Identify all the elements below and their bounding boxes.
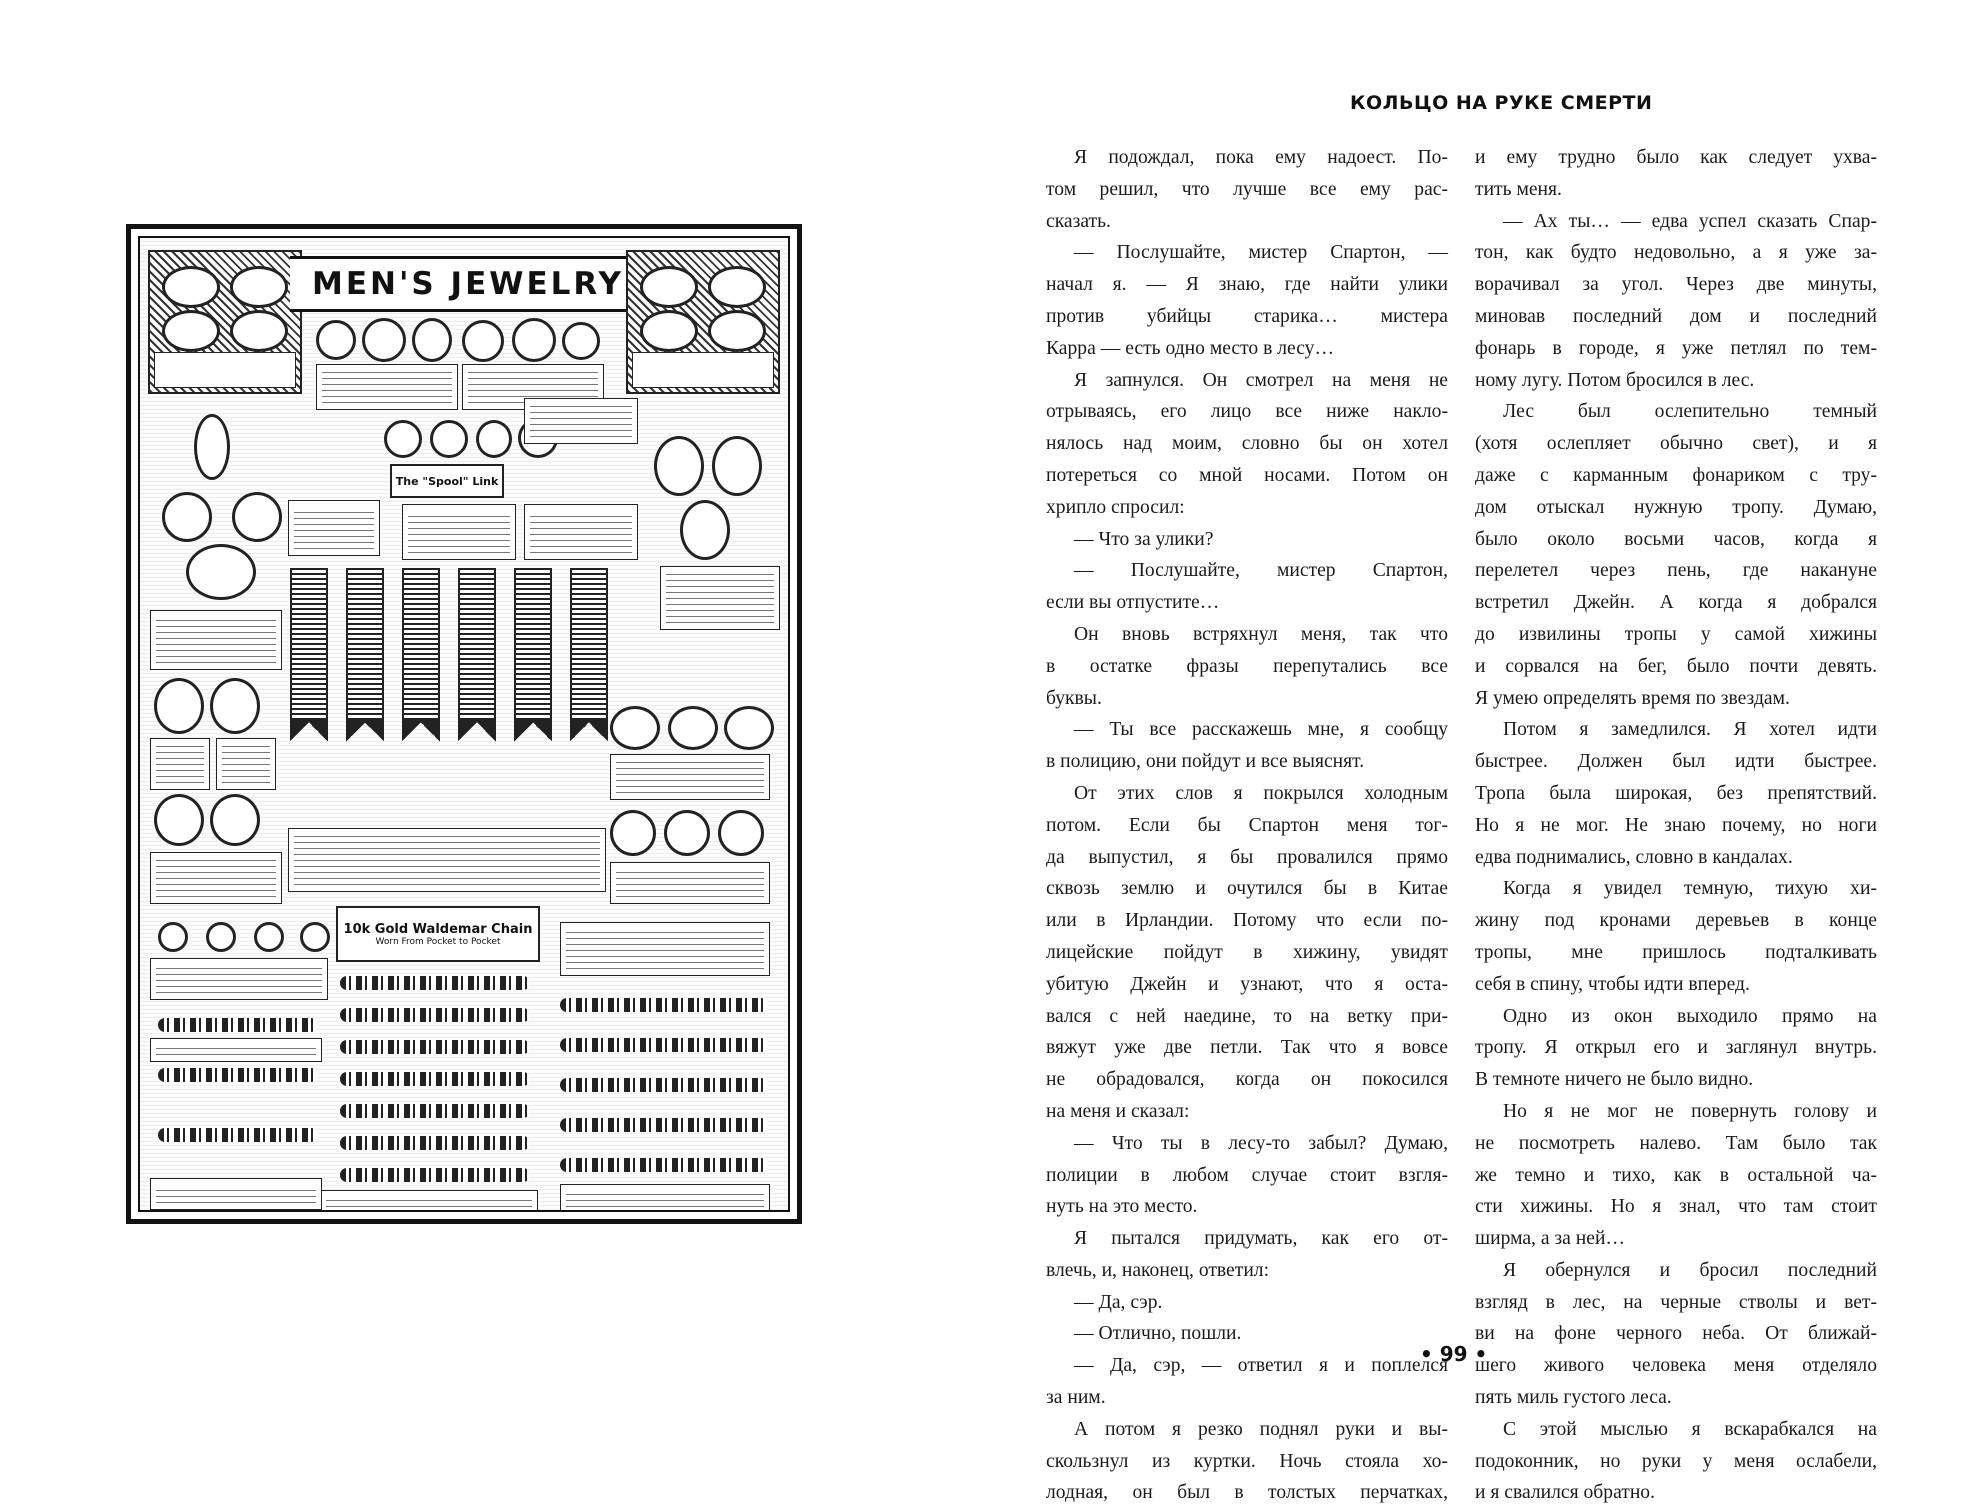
cufflink-graphic [712, 436, 762, 496]
item-description [150, 1178, 322, 1210]
waldemar-chain-graphic [560, 1158, 768, 1172]
text-line: тон, как будто недовольно, а я уже за- [1475, 242, 1877, 264]
text-line: Я подождал, пока ему надоест. По- [1074, 147, 1448, 168]
text-line: Потом я замедлился. Я хотел идти [1503, 719, 1877, 741]
item-description [660, 566, 780, 630]
text-line: — Что за улики? [1074, 528, 1214, 550]
item-description [150, 1038, 322, 1062]
text-line: Карра — есть одно место в лесу… [1046, 337, 1335, 359]
item-description [524, 504, 638, 560]
cufflink-graphic [210, 794, 260, 846]
text-line: Я обернулся и бросил последний [1503, 1259, 1877, 1281]
waldemar-chain-graphic [560, 1078, 768, 1092]
waldemar-chain-graphic [158, 1128, 318, 1142]
text-line: пять миль густого леса. [1475, 1387, 1672, 1409]
text-line: не посмотреть налево. Там было так [1475, 1132, 1877, 1154]
text-line: же темно и тихо, как в остальной ча- [1475, 1164, 1877, 1186]
item-description [320, 1190, 538, 1212]
text-line: Я умею определять время по звездам. [1475, 687, 1790, 709]
text-line: потом. Если бы Спартон меня тог- [1046, 814, 1448, 836]
illustration-frame [138, 236, 790, 1212]
text-line: — Отлично, пошли. [1074, 1323, 1242, 1345]
text-line: С этой мыслью я вскарабкался на [1503, 1418, 1877, 1440]
text-line: даже с карманным фонариком с тру- [1475, 464, 1877, 486]
text-line: дом отыскал нужную тропу. Думаю, [1475, 496, 1877, 518]
text-line: убитую Джейн и узнают, что я оста- [1046, 973, 1448, 995]
text-line: Я запнулся. Он смотрел на меня не [1074, 369, 1448, 391]
cufflink-graphic [664, 810, 710, 856]
item-description [150, 738, 210, 790]
text-line: Но я не мог. Не знаю почему, но ноги [1475, 814, 1877, 836]
text-line: Одно из окон выходило прямо на [1503, 1005, 1877, 1027]
text-line: жину под кронами деревьев в конце [1475, 910, 1877, 932]
stud-graphic [462, 320, 504, 362]
text-line: тропу. Я открыл его и заглянул внутрь. [1475, 1037, 1877, 1059]
text-line: — Да, сэр, — ответил я и поплелся [1074, 1355, 1448, 1377]
waldemar-chain-graphic [560, 1118, 768, 1132]
text-line: — Ты все расскажешь мне, я сообщу [1074, 719, 1448, 741]
spool-link-caption [390, 464, 504, 498]
ring-graphic [162, 492, 212, 542]
text-line: Но я не мог не повернуть голову и [1503, 1100, 1877, 1122]
text-line: миновав последний дом и последний [1475, 305, 1877, 327]
text-line: взгляд в лес, на черные стволы и вет- [1475, 1291, 1877, 1313]
waldemar-chain-graphic [158, 1018, 318, 1032]
collar-button-graphic [158, 922, 188, 952]
text-line: шего живого человека меня отделяло [1475, 1355, 1877, 1377]
text-line: в остатке фразы перепутались все [1046, 655, 1448, 677]
watch-fob-graphic [402, 568, 440, 722]
cufflink-graphic [680, 500, 730, 560]
text-line: — Да, сэр. [1074, 1291, 1163, 1313]
cufflink-graphic [154, 794, 204, 846]
text-line: нуть на это место. [1046, 1196, 1198, 1218]
ring-graphic [194, 414, 230, 480]
waldemar-chain-graphic [340, 1008, 530, 1022]
text-line: Он вновь встряхнул меня, так что [1074, 623, 1448, 645]
text-line: или в Ирландии. Потому что если по- [1046, 910, 1448, 932]
ring-graphic [186, 544, 256, 600]
text-line: себя в спину, чтобы идти вперед. [1475, 973, 1750, 995]
cufflink-graphic [154, 678, 204, 734]
item-description [150, 852, 282, 904]
stud-graphic [362, 318, 406, 362]
text-line: ширма, а за ней… [1475, 1228, 1626, 1250]
text-line: (хотя ослепляет обычно свет), и я [1475, 433, 1877, 455]
text-line: против убийцы старика… мистера [1046, 305, 1448, 327]
chain-caption [336, 906, 540, 962]
watch-fob-graphic [570, 568, 608, 722]
text-line: сти хижины. Но я знал, что там стоит [1475, 1196, 1877, 1218]
item-description [288, 828, 606, 892]
cufflink-graphic [724, 706, 774, 750]
waldemar-chain-graphic [340, 1072, 530, 1086]
text-line: и сорвался на бег, было почти девять. [1475, 655, 1877, 677]
text-line: полиции в любом случае стоит взгля- [1046, 1164, 1448, 1186]
text-line: вяжут уже две петли. Так что я вовсе [1046, 1037, 1448, 1059]
text-line: на меня и сказал: [1046, 1100, 1190, 1122]
collar-button-graphic [300, 922, 330, 952]
collar-button-graphic [206, 922, 236, 952]
text-line: потереться со мной носами. Потом он [1046, 464, 1448, 486]
text-line: — Ах ты… — едва успел сказать Спар- [1503, 210, 1877, 232]
page-number: • 99 • [1420, 1342, 1488, 1366]
text-column-right [1475, 142, 1877, 1509]
text-line: ви на фоне черного неба. От ближай- [1475, 1323, 1877, 1345]
text-line: А потом я резко поднял руки и вы- [1074, 1418, 1448, 1440]
waldemar-chain-graphic [340, 1040, 530, 1054]
waldemar-chain-graphic [560, 998, 768, 1012]
item-description [216, 738, 276, 790]
text-line: Тропа была широкая, без препятствий. [1475, 782, 1877, 804]
running-head: КОЛЬЦО НА РУКЕ СМЕРТИ [1350, 92, 1653, 114]
jewelry-catalog-illustration [126, 224, 802, 1224]
text-line: хрипло спросил: [1046, 496, 1185, 518]
text-line: если вы отпустите… [1046, 592, 1220, 614]
text-line: отрываясь, его лицо все ниже накло- [1046, 401, 1448, 423]
text-line: буквы. [1046, 687, 1102, 709]
button-graphic [384, 420, 422, 458]
item-description [402, 504, 516, 560]
watch-fob-graphic [290, 568, 328, 722]
cufflink-box-left [148, 250, 302, 394]
cufflink-box-right [626, 250, 780, 394]
text-line: фонарь в городе, я уже петлял по тем- [1475, 337, 1877, 359]
text-line: быстрее. Должен был идти быстрее. [1475, 751, 1877, 773]
text-line: лицейские пойдут в хижину, увидят [1046, 941, 1448, 963]
text-line: — Послушайте, мистер Спартон, — [1074, 242, 1448, 264]
text-line: да выпустил, я бы провалился прямо [1046, 846, 1448, 868]
item-description [560, 1184, 770, 1212]
stud-graphic [412, 318, 452, 362]
text-line: Когда я увидел темную, тихую хи- [1503, 878, 1877, 900]
stud-graphic [512, 318, 556, 362]
text-line: сказать. [1046, 210, 1111, 232]
catalog-title: MEN'S JEWELRY [311, 266, 625, 302]
waldemar-chain-graphic [340, 1104, 530, 1118]
button-graphic [476, 420, 512, 458]
item-description [524, 398, 638, 444]
chain-caption-subtitle: Worn From Pocket to Pocket [375, 936, 501, 947]
text-line: Лес был ослепительно темный [1503, 401, 1877, 423]
item-description [610, 862, 770, 904]
text-line: Я пытался придумать, как его от- [1074, 1228, 1448, 1250]
text-column-left [1046, 142, 1448, 1509]
text-line: — Послушайте, мистер Спартон, [1074, 560, 1448, 582]
text-line: тропы, мне пришлось подталкивать [1475, 941, 1877, 963]
stud-graphic [316, 320, 356, 360]
cufflink-graphic [718, 810, 764, 856]
text-line: том решил, что лучше все ему рас- [1046, 178, 1448, 200]
cufflink-graphic [610, 810, 656, 856]
item-description [150, 610, 282, 670]
watch-fob-graphic [458, 568, 496, 722]
cufflink-graphic [654, 436, 704, 496]
text-line: лодная, он был в толстых перчатках, [1046, 1482, 1448, 1504]
ring-graphic [232, 492, 282, 542]
item-description [316, 364, 458, 410]
waldemar-chain-graphic [340, 1136, 530, 1150]
waldemar-chain-graphic [340, 1168, 530, 1182]
text-line: и ему трудно было как следует ухва- [1475, 147, 1877, 168]
item-description [150, 958, 328, 1000]
text-line: вался с ней наедине, то на ветку при- [1046, 1005, 1448, 1027]
button-graphic [430, 420, 468, 458]
text-line: В темноте ничего не было видно. [1475, 1069, 1754, 1091]
item-description [288, 500, 380, 556]
text-line: нялось над моим, словно бы он хотел [1046, 433, 1448, 455]
text-line: в полицию, они пойдут и все выяснят. [1046, 751, 1365, 773]
waldemar-chain-graphic [340, 976, 530, 990]
cufflink-graphic [610, 706, 660, 750]
item-description [560, 922, 770, 976]
watch-fob-graphic [514, 568, 552, 722]
text-line: подоконник, но руки у меня ослабели, [1475, 1450, 1877, 1472]
waldemar-chain-graphic [560, 1038, 768, 1052]
waldemar-chain-graphic [158, 1068, 318, 1082]
item-description [610, 754, 770, 800]
text-line: перелетел через пень, где накануне [1475, 560, 1877, 582]
cufflink-graphic [668, 706, 718, 750]
text-line: едва поднимались, словно в кандалах. [1475, 846, 1793, 868]
watch-fob-graphic [346, 568, 384, 722]
spool-link-label: The "Spool" Link [395, 474, 499, 488]
text-line: было около восьми часов, когда я [1475, 528, 1877, 550]
text-line: и я свалился обратно. [1475, 1482, 1655, 1504]
collar-button-graphic [254, 922, 284, 952]
text-line: ворачивал за угол. Через две минуты, [1475, 274, 1877, 296]
text-line: влечь, и, наконец, ответил: [1046, 1259, 1270, 1281]
text-line: начал я. — Я знаю, где найти улики [1046, 274, 1448, 296]
cufflink-graphic [210, 678, 260, 734]
text-line: сквозь землю и очутился бы в Китае [1046, 878, 1448, 900]
text-line: ному лугу. Потом бросился в лес. [1475, 369, 1755, 391]
text-line: От этих слов я покрылся холодным [1074, 782, 1448, 804]
text-line: за ним. [1046, 1387, 1106, 1409]
text-line: не обрадовался, когда он покосился [1046, 1069, 1448, 1091]
chain-caption-title: 10k Gold Waldemar Chain [343, 921, 533, 937]
text-line: — Что ты в лесу-то забыл? Думаю, [1074, 1132, 1448, 1154]
stud-graphic [562, 322, 600, 360]
text-line: до извилины тропы у самой хижины [1475, 623, 1877, 645]
text-line: скользнул из куртки. Ночь стояла хо- [1046, 1450, 1448, 1472]
catalog-title-band [290, 256, 646, 312]
text-line: встретил Джейн. А когда я добрался [1475, 592, 1877, 614]
text-line: тить меня. [1475, 178, 1562, 200]
